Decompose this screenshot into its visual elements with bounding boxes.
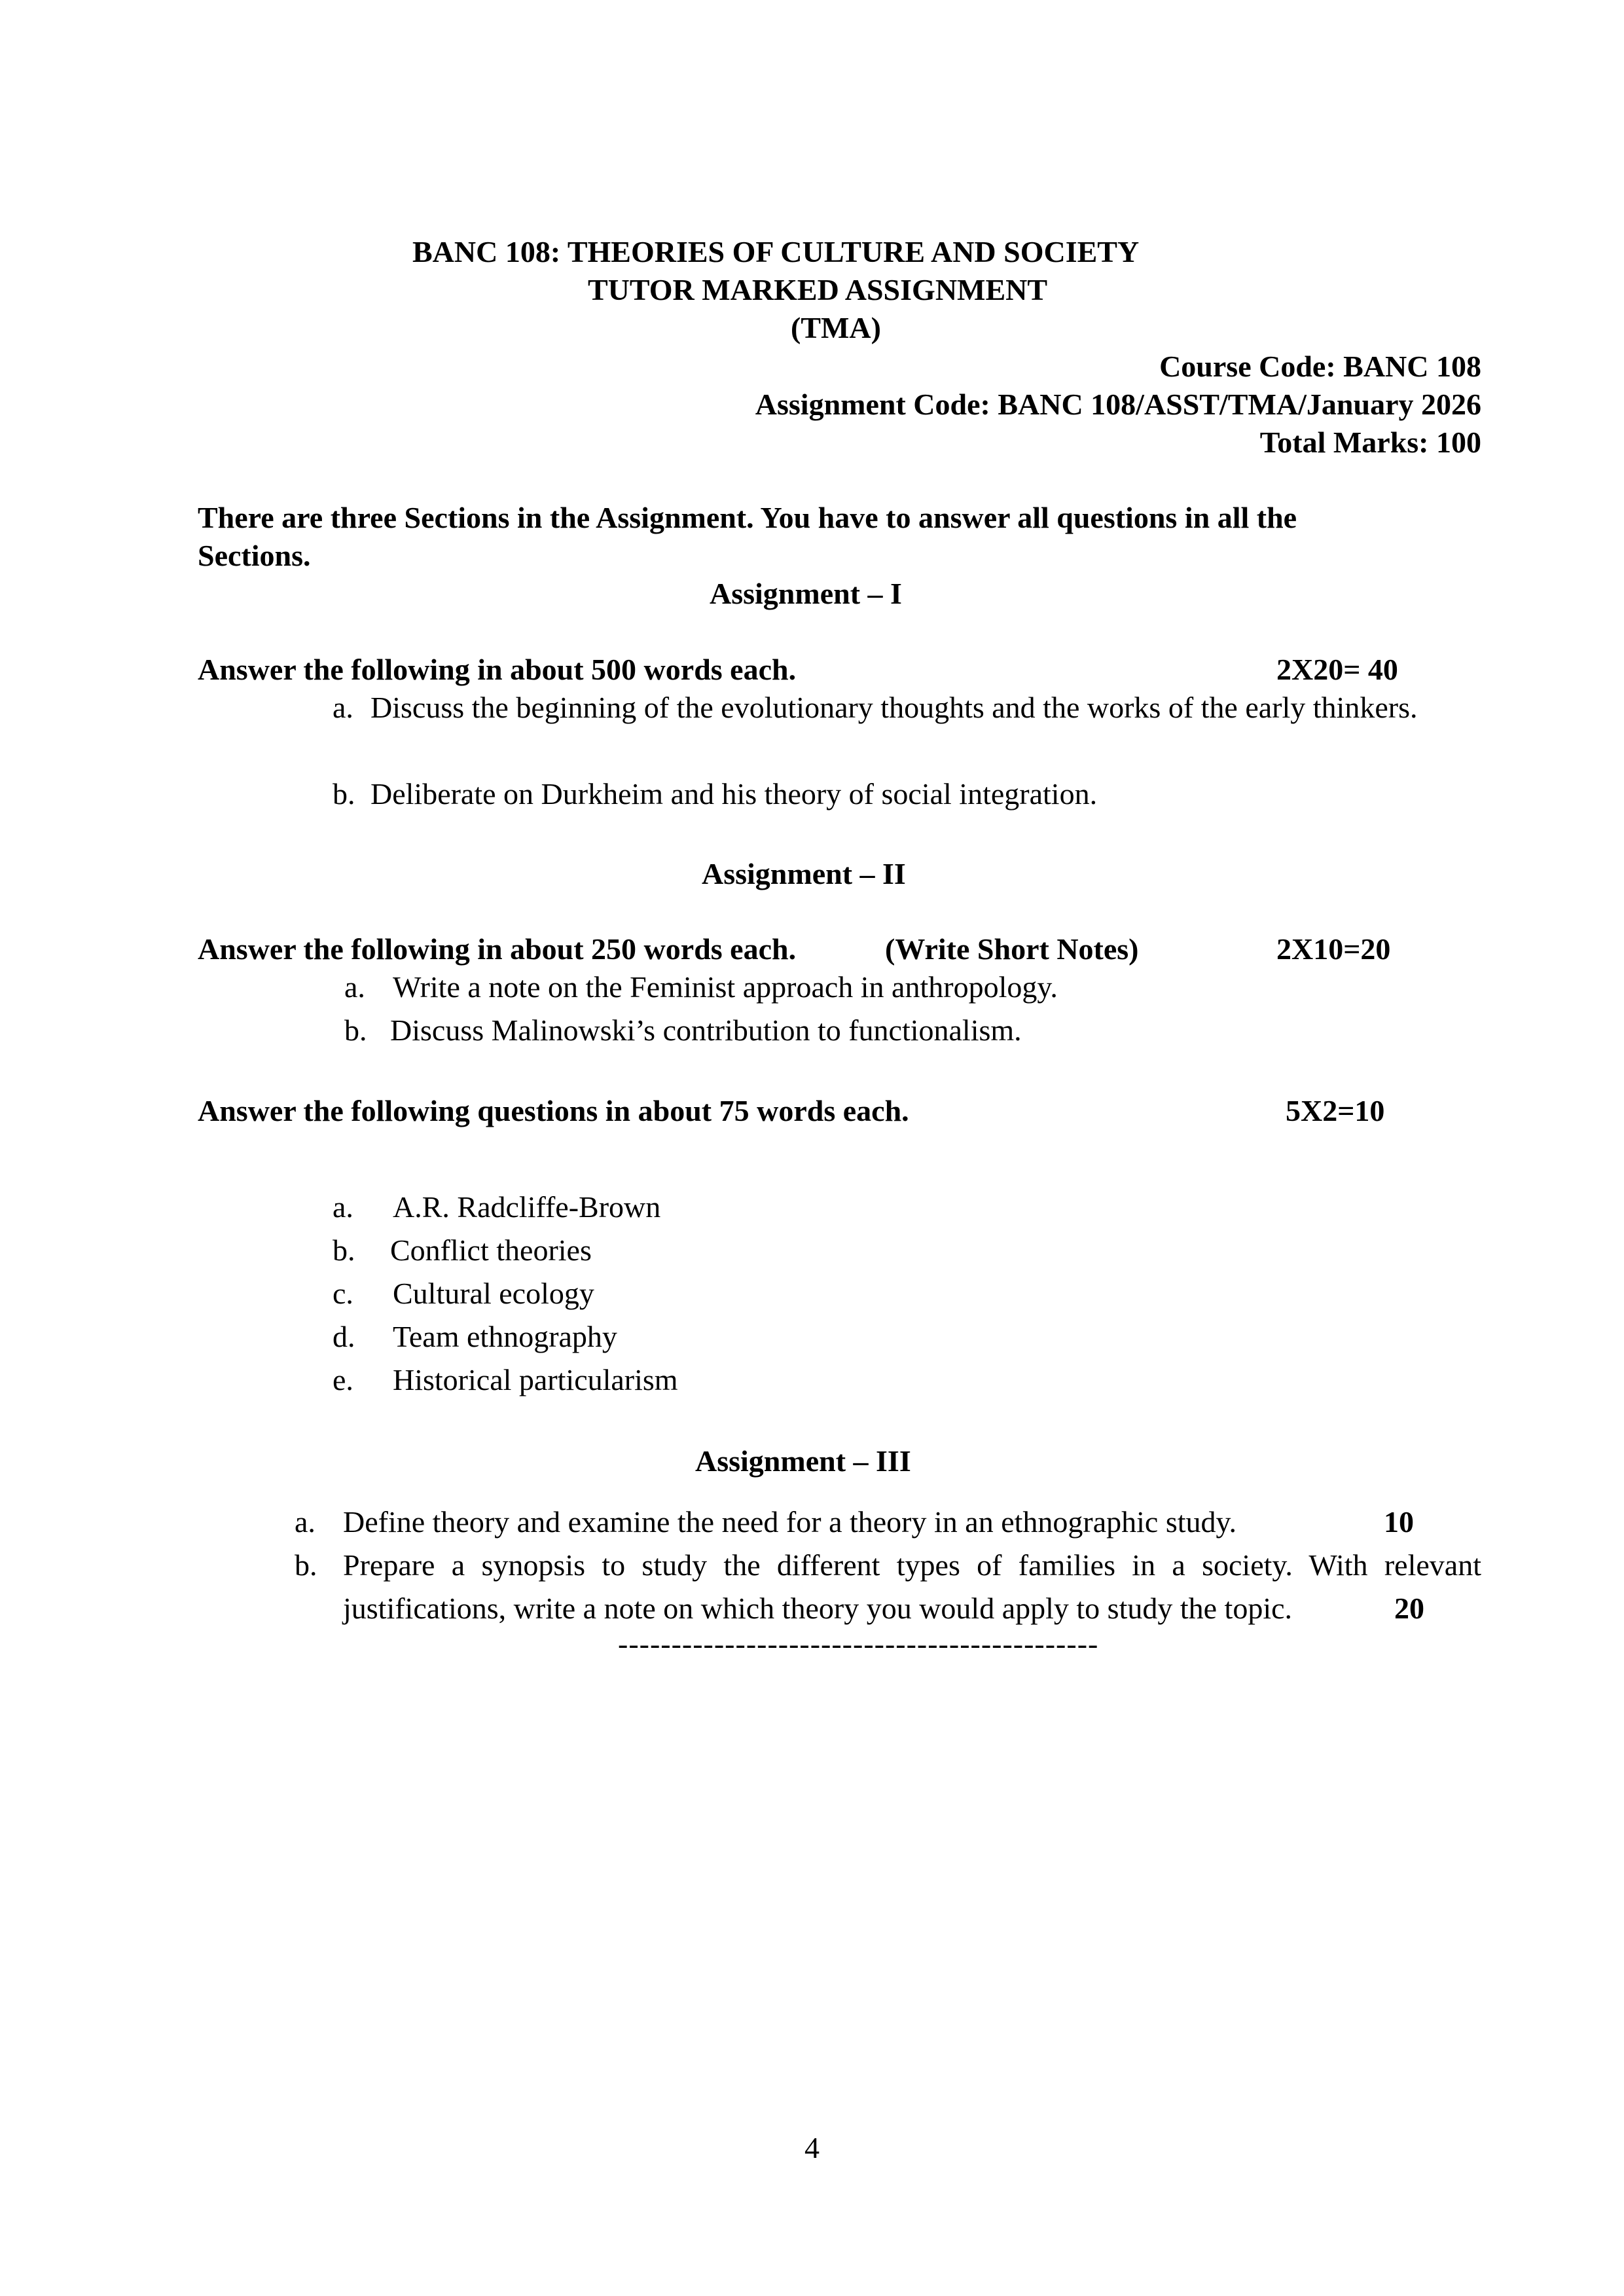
question-3b-marks: 20 [1394,1592,1424,1625]
question-1a-text: Discuss the beginning of the evolutionary thoughts and the works of the early thinkers. [370,691,1418,724]
question-3a-text: Define theory and examine the need for a theory in an ethnographic study. [343,1505,1237,1539]
short-item-b-letter: b. [333,1233,355,1267]
question-2a-letter: a. [344,970,365,1004]
page-number: 4 [804,2131,820,2164]
short-item-a-letter: a. [333,1190,353,1224]
section-2-instruction: Answer the following in about 250 words each. [198,932,797,966]
section-2-note: (Write Short Notes) [885,932,1139,966]
short-item-d-letter: d. [333,1320,355,1353]
short-item-d-text: Team ethnography [393,1320,617,1353]
section-2-heading: Assignment – II [702,857,906,890]
intro-line-2: Sections. [198,539,311,572]
question-1b-text: Deliberate on Durkheim and his theory of social integration. [370,777,1098,811]
section-2-marks: 2X10=20 [1276,932,1391,966]
short-notes-marks: 5X2=10 [1286,1094,1385,1127]
section-1-heading: Assignment – I [710,577,902,610]
short-item-c-letter: c. [333,1277,353,1310]
question-2b-letter: b. [344,1013,367,1047]
question-3a-marks: 10 [1384,1505,1414,1539]
question-3b-letter: b. [295,1548,317,1582]
question-3b-text-line2: justifications, write a note on which theory you would apply to study the topic. [343,1592,1293,1625]
document-subtitle: TUTOR MARKED ASSIGNMENT [588,273,1048,306]
section-3-heading: Assignment – III [695,1444,911,1478]
document-title: BANC 108: THEORIES OF CULTURE AND SOCIETY [412,235,1140,268]
total-marks: Total Marks: 100 [1259,426,1481,459]
question-3a-letter: a. [295,1505,316,1539]
section-1-marks: 2X20= 40 [1276,653,1398,686]
intro-line-1: There are three Sections in the Assignment. You have to answer all questions in all the [198,501,1297,534]
short-item-c-text: Cultural ecology [393,1277,594,1310]
end-separator: --------------------------------------------- [618,1627,1099,1660]
course-code: Course Code: BANC 108 [1159,350,1481,383]
section-1-instruction: Answer the following in about 500 words each. [198,653,797,686]
assignment-code: Assignment Code: BANC 108/ASST/TMA/January 2026 [755,388,1481,421]
question-2a-text: Write a note on the Feminist approach in anthropology. [393,970,1058,1004]
short-item-b-text: Conflict theories [390,1233,592,1267]
question-3b-text-line1: Prepare a synopsis to study the different types of families in a society. With relevant [343,1548,1481,1582]
short-item-e-text: Historical particularism [393,1363,678,1396]
short-item-e-letter: e. [333,1363,353,1396]
question-1a-letter: a. [333,691,353,724]
short-notes-instruction: Answer the following questions in about 75 words each. [198,1094,909,1127]
question-2b-text: Discuss Malinowski’s contribution to functionalism. [390,1013,1022,1047]
document-subtitle-abbr: (TMA) [791,311,881,344]
question-1b-letter: b. [333,777,355,811]
short-item-a-text: A.R. Radcliffe-Brown [393,1190,661,1224]
